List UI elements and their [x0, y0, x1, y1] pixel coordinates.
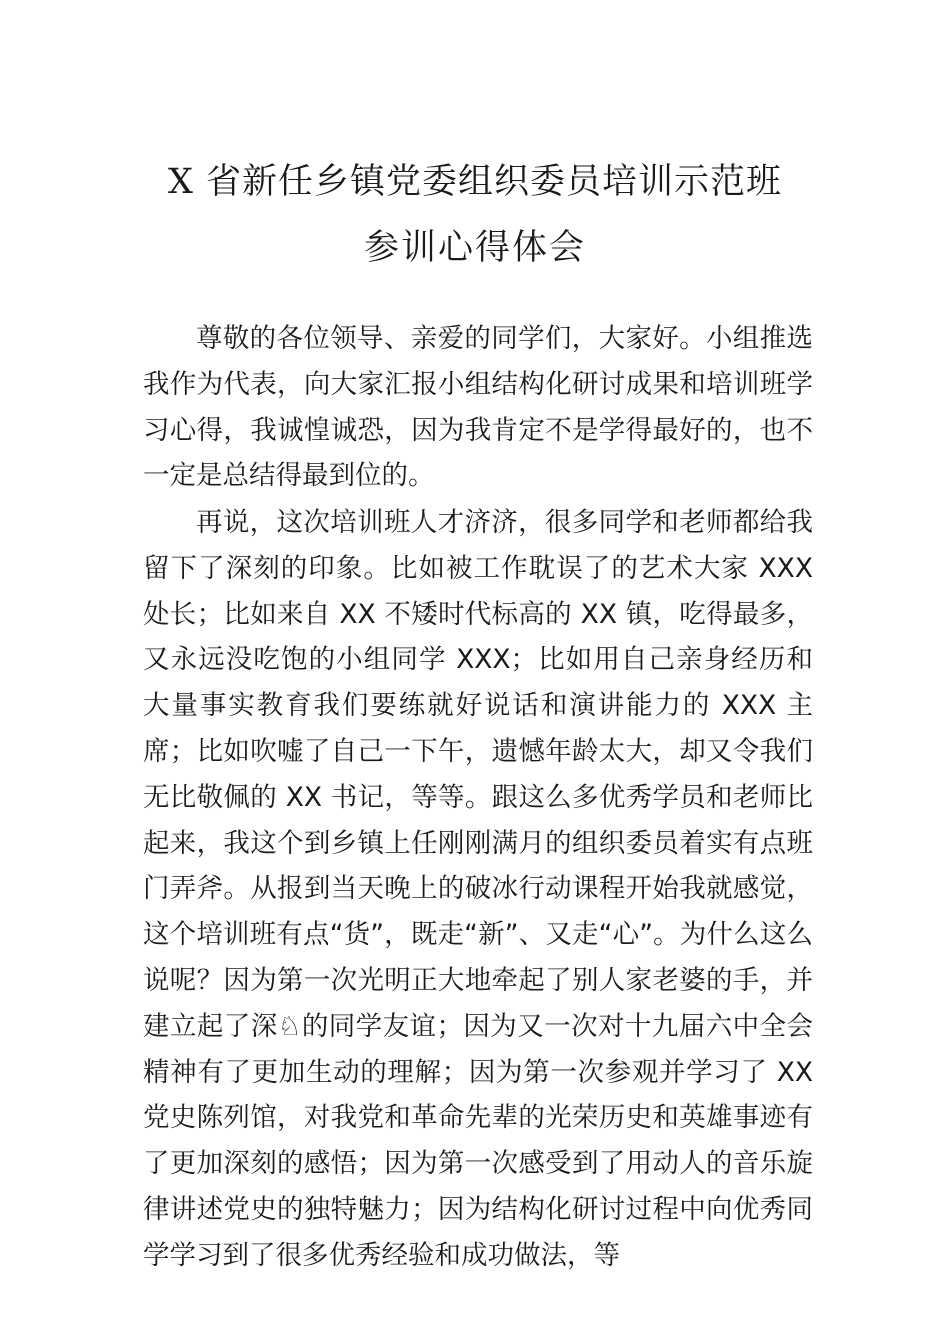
paragraph-impressions: 再说，这次培训班人才济济，很多同学和老师都给我留下了深刻的印象。比如被工作耽误了的艺术大家 XXX 处长；比如来自 XX 不矮时代标高的 XX 镇，吃得最多，又永远没吃饱的小组同学 XXX；比如用自己亲身经历和大量事实教育我们要练就好说话和演讲能力的 XXX 主席；比如吹嘘了自己一下午，遗憾年龄太大，却又令我们无比敬佩的 XX 书记，等等。跟这么多优秀学员和老师比起来，我这个到乡镇上任刚刚满月的组织委员着实有点班门弄斧。从报到当天晚上的破冰行动课程开始我就感觉，这个培训班有点“货”，既走“新”、又走“心”。为什么这么说呢？因为第一次光明正大地牵起了别人家老婆的手，并建立起了深♘的同学友谊；因为又一次对十九届六中全会精神有了更加生动的理解；因为第一次参观并学习了 XX 党史陈列馆，对我党和革命先辈的光荣历史和英雄事迹有了更加深刻的感悟；因为第一次感受到了用动人的音乐旋律讲述党史的独特魅力；因为结构化研讨过程中向优秀同学学习到了很多优秀经验和成功做法，等 [143, 507, 813, 1271]
paragraph-greeting: 尊敬的各位领导、亲爱的同学们，大家好。小组推选我作为代表，向大家汇报小组结构化研讨成果和培训班学习心得，我诚惶诚恐，因为我肯定不是学得最好的，也不一定是总结得最到位的。 [143, 323, 813, 492]
document-title-line-2: 参训心得体会 [363, 228, 586, 268]
document-title-line-1: X 省新任乡镇党委组织委员培训示范班 [167, 162, 783, 202]
